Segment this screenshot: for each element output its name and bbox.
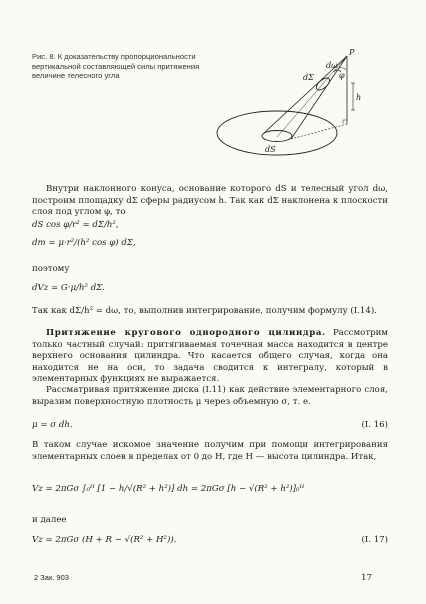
- label-p: P: [349, 48, 355, 57]
- paragraph-2: Так как dΣ/h² = dω, то, выполнив интегрирование, получим формулу (I.14).: [32, 306, 377, 316]
- printer-signature: 2 Зак. 903: [34, 573, 69, 582]
- figure-cone-diagram: [215, 38, 415, 163]
- paragraph-3: [32, 328, 388, 386]
- layer-ellipse: [217, 111, 337, 155]
- label-ds: dS: [265, 145, 276, 154]
- equation-5: Vz = 2πGσ ∫₀ᴴ [1 − h/√(R² + h²)] dh = 2πGσ [h − √(R² + h²)]₀ᴴ: [32, 484, 305, 494]
- cone-diagram-svg: [215, 38, 415, 163]
- page-number: 17: [361, 573, 372, 583]
- equation-1: dS cos φ/r² = dΣ/h²,: [32, 220, 119, 230]
- equation-2: dm = μ·r²/(h² cos φ) dΣ,: [32, 238, 136, 248]
- paragraph-3-text: Рассмотрим только частный случай: притягиваемая точечная масса находится в центре верхнего основания цилиндра. Что касается общего случая, когда она находится не на оси, то задача сводится к интегралу, который в элементарных функциях не выражается.: [32, 328, 388, 384]
- equation-4: μ = σ dh.: [32, 420, 73, 430]
- text-idalee: и далее: [32, 515, 67, 525]
- equation-6-number: (I. 17): [361, 535, 388, 545]
- equation-3: dVz = G·μ/h² dΣ.: [32, 283, 105, 293]
- paragraph-1: Внутри наклонного конуса, основание которого dS и телесный угол dω, построим площадку dΣ сферы радиусом h. Так как dΣ наклонена к плоскости слоя под углом φ, то: [32, 184, 388, 217]
- text-poetomu: поэтому: [32, 264, 70, 274]
- section-heading: Притяжение кругового однородного цилиндра.: [46, 328, 326, 338]
- equation-4-row: [32, 420, 388, 431]
- figure-caption: Рис. 8. К доказательству пропорциональности вертикальной составляющей силы притяжения величине телесного угла: [32, 52, 200, 80]
- equation-6-row: [32, 535, 388, 546]
- ds-ellipse: [262, 131, 292, 142]
- label-phi: φ: [339, 71, 345, 80]
- equation-6: Vz = 2πGσ (H + R − √(R² + H²)).: [32, 535, 177, 545]
- label-h: h: [356, 93, 362, 102]
- equation-4-number: (I. 16): [361, 420, 388, 430]
- label-dsigma: dΣ: [303, 73, 314, 82]
- paragraph-5: В таком случае искомое значение получим при помощи интегрирования элементарных слоев в пределах от 0 до H, где H — высота цилиндра. Итак,: [32, 440, 388, 462]
- paragraph-4: Рассматривая притяжение диска (I.11) как действие элементарного слоя, выразим поверхностную плотность μ через объемную σ, т. е.: [32, 385, 388, 407]
- label-domega: dω: [326, 61, 338, 70]
